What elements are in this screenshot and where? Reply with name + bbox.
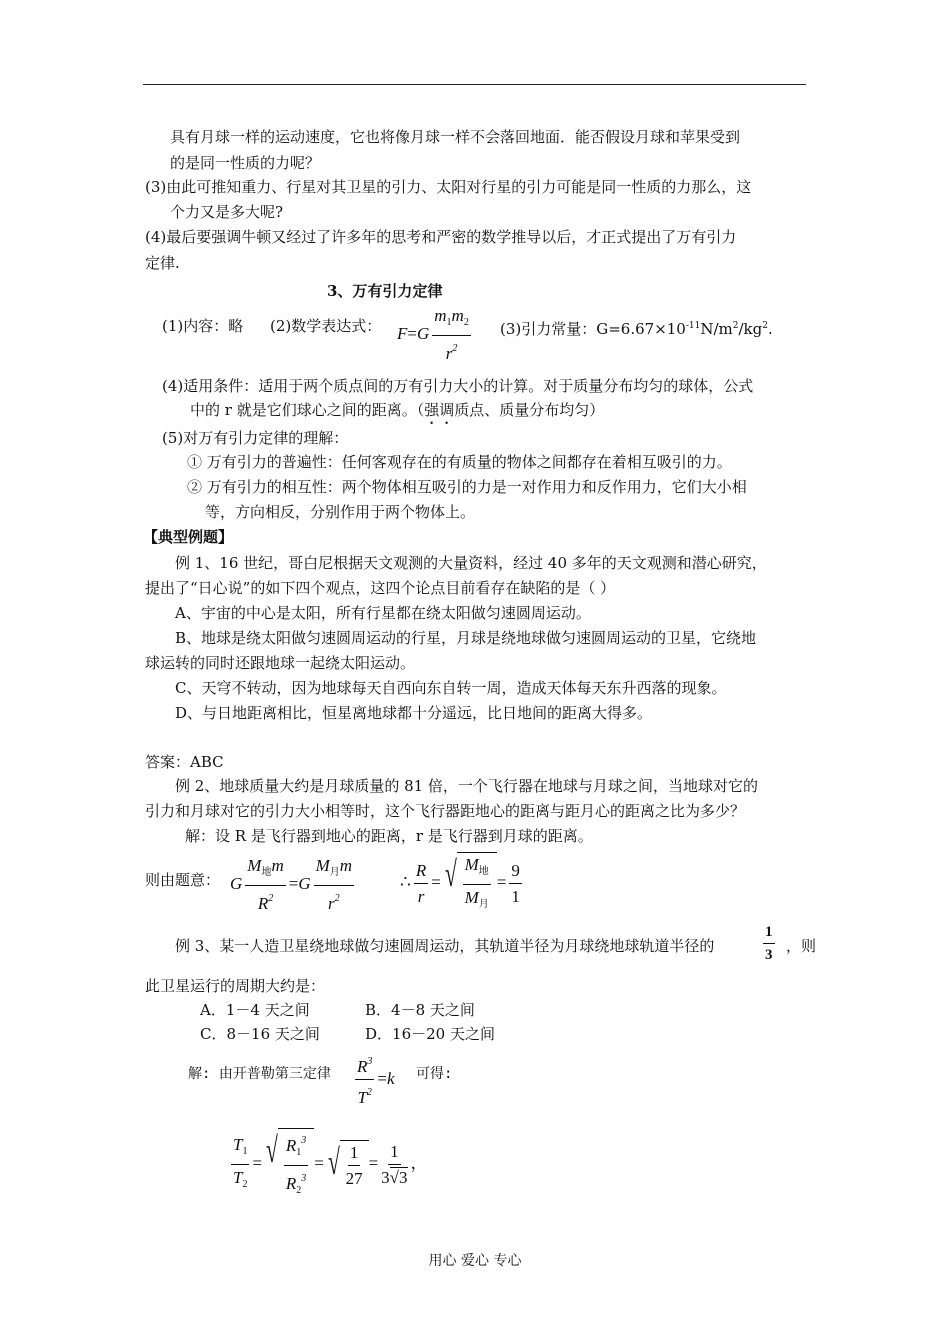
ex3-question-1: 例 3、某一人造卫星绕地球做匀速圆周运动，其轨道半径为月球绕地球轨道半径的 [175, 937, 715, 955]
ex1-option-b-2: 球运转的同时还跟地球一起绕太阳运动。 [145, 654, 416, 672]
gravitation-formula: F=G $\frac{m_1m_2}{r^2}$ [397, 306, 469, 363]
ex1-option-d: D、与日地距离相比，恒星离地球都十分遥远，比日地间的距离大得多。 [175, 704, 653, 722]
item4-line-2: 定律. [145, 254, 180, 272]
ex2-then: 则由题意： [145, 871, 221, 889]
ex1-question-2: 提出了“日心说”的如下四个观点，这四个论点目前看存在缺陷的是（ ） [145, 579, 616, 597]
emphasis-text: 强调 [424, 401, 455, 419]
ex3-option-b: B．4－8 天之间 [365, 1001, 475, 1019]
condition-line-2: 中的 r 就是它们球心之间的距离。（强调质点、质量分布均匀） [190, 401, 605, 419]
item3-line-1: (3)由此可推知重力、行星对其卫星的引力、太阳对行星的引力可能是同一性质的力那么，这 [145, 178, 752, 196]
law-content: (1)内容：略 [162, 317, 244, 335]
understanding-heading: (5)对万有引力定律的理解： [162, 429, 349, 447]
page-footer: 用心 爱心 专心 [428, 1253, 522, 1269]
intro-line-1: 具有月球一样的运动速度，它也将像月球一样不会落回地面．能否假设月球和苹果受到 [170, 128, 741, 146]
ex3-option-c: C．8－16 天之间 [200, 1025, 320, 1043]
gravitational-constant: (3)引力常量：$G=6.67\times 10^{-11}N/m^2/kg^2$. [500, 320, 773, 338]
understanding-2a: ② 万有引力的相互性：两个物体相互吸引的力是一对作用力和反作用力，它们大小相 [187, 478, 747, 496]
ex3-option-d: D．16－20 天之间 [365, 1025, 495, 1043]
ex3-question-1-end: ，则 [786, 937, 817, 955]
header-rule [143, 84, 806, 85]
ex1-option-a: A、宇宙的中心是太阳，所有行星都在绕太阳做匀速圆周运动。 [175, 604, 591, 622]
ex2-question-2: 引力和月球对它的引力大小相等时，这个飞行器距地心的距离与距月心的距离之比为多少？ [145, 802, 746, 820]
understanding-1: ① 万有引力的普遍性：任何客观存在的有质量的物体之间都存在着相互吸引的力。 [187, 453, 732, 471]
condition-line-1: (4)适用条件：适用于两个质点间的万有引力大小的计算。对于质量分布均匀的球体，公式 [162, 377, 754, 395]
item3-line-2: 个力又是多大呢? [170, 203, 284, 221]
intro-line-2: 的是同一性质的力呢？ [170, 154, 321, 172]
ex1-answer: 答案：ABC [145, 753, 224, 771]
ex1-option-c: C、天穹不转动，因为地球每天自西向东自转一周，造成天体每天东升西落的现象。 [175, 679, 727, 697]
ex3-option-a: A．1－4 天之间 [200, 1001, 310, 1019]
ex3-solution: 解: 由开普勒第三定律 [188, 1066, 331, 1082]
period-ratio-formula: $\frac{T_1}{T_2}$ = √ $\frac{R_1^3}{R_2^3}$ = √ $\frac{1}{27}$ = $\frac{1}{3√3}$ ， [228, 1128, 428, 1201]
examples-heading: 【典型例题】 [143, 528, 234, 546]
ex2-question-1: 例 2、地球质量大约是月球质量的 81 倍，一个飞行器在地球与月球之间，当地球对它的 [175, 777, 758, 795]
ex1-option-b-1: B、地球是绕太阳做匀速圆周运动的行星，月球是绕地球做匀速圆周运动的卫星，它绕地 [175, 629, 757, 647]
kepler-formula: $\frac{R^3}{T^2}$ =k [352, 1052, 395, 1108]
ex2-ratio: ∴ $\frac{R}{r}$ = √ $\frac{M_地}{M_月}$ = $\frac{9}{1}$ [400, 852, 525, 915]
understanding-2b: 等，方向相反，分别作用于两个物体上。 [205, 503, 476, 521]
item4-line-1: (4)最后要强调牛顿又经过了许多年的思考和严密的数学推导以后，才正式提出了万有引力 [145, 228, 737, 246]
ex1-question-1: 例 1、16 世纪，哥白尼根据天文观测的大量资料，经过 40 多年的天文观测和潜心研究， [175, 554, 767, 572]
law-expr-label: (2)数学表达式： [270, 317, 382, 335]
section-title: 3、万有引力定律 [327, 282, 443, 300]
ex2-equation: G $\frac{M_地m}{R^2}$ =G $\frac{M_月m}{r^2}$ [230, 856, 353, 913]
ex2-solution: 解：设 R 是飞行器到地心的距离，r 是飞行器到月球的距离。 [185, 827, 593, 845]
ex3-question-2: 此卫星运行的周期大约是： [145, 977, 326, 995]
ex3-solution-end: 可得: [416, 1066, 453, 1082]
ex3-fraction: $\frac{1}{3}$ [765, 924, 773, 963]
